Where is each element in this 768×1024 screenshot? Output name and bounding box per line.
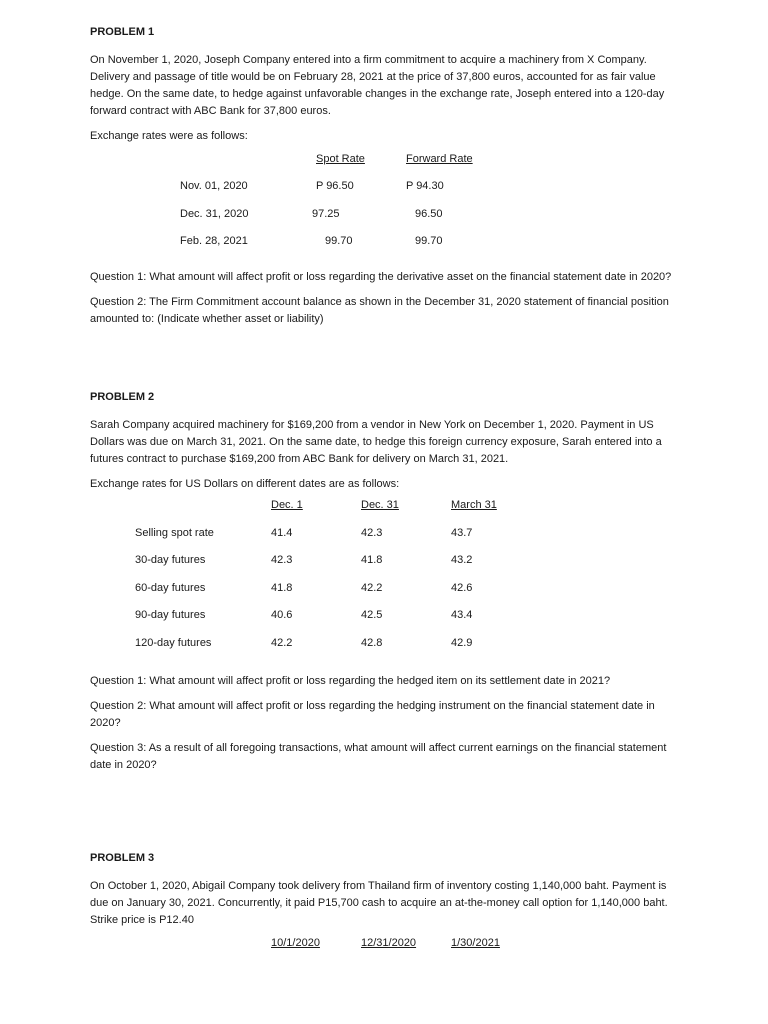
- problem-2-question-2: Question 2: What amount will affect profit or loss regarding the hedging instrument on the financial statement date in 2020?: [90, 700, 655, 729]
- cell-dec-31: 42.8: [361, 637, 383, 649]
- row-date: Dec. 31, 2020: [180, 208, 249, 220]
- cell-march-31: 42.6: [451, 582, 473, 594]
- problem-3-heading: PROBLEM 3: [90, 852, 155, 864]
- problem-2-rates-intro: Exchange rates for US Dollars on different dates are as follows:: [90, 478, 400, 490]
- table-row: [90, 609, 680, 629]
- problem-1-rates-table: [90, 153, 680, 263]
- problem-3: [90, 852, 680, 957]
- cell-dec-31: 42.2: [361, 582, 383, 594]
- cell-march-31: 43.4: [451, 609, 473, 621]
- table-row: [90, 527, 680, 547]
- column-header-march-31: March 31: [451, 499, 497, 511]
- row-label: 120-day futures: [135, 637, 212, 649]
- row-label: 60-day futures: [135, 582, 206, 594]
- column-header-1-30-2021: 1/30/2021: [451, 937, 500, 949]
- row-date: Nov. 01, 2020: [180, 180, 248, 192]
- column-header-dec-1: Dec. 1: [271, 499, 303, 511]
- spot-rate-value: P 96.50: [316, 180, 354, 192]
- problem-1-paragraph: On November 1, 2020, Joseph Company entered into a firm commitment to acquire a machinery from X Company. Delivery and passage of title would be on February 28, 2021 at the price of 37,800 euros, accounted for as fair value hedge. On the same date, to hedge against unfavorable changes in the exchange rate, Joseph entered into a 120-day forward contract with ABC Bank for 37,800 euros.: [90, 54, 665, 117]
- cell-march-31: 43.7: [451, 527, 473, 539]
- row-label: Selling spot rate: [135, 527, 214, 539]
- column-header-spot-rate: Spot Rate: [316, 153, 365, 165]
- row-label: 30-day futures: [135, 554, 206, 566]
- row-date: Feb. 28, 2021: [180, 235, 248, 247]
- spot-rate-value: 97.25: [312, 208, 340, 220]
- problem-1-question-2: Question 2: The Firm Commitment account balance as shown in the December 31, 2020 statement of financial position amounted to: (Indicate whether asset or liability): [90, 296, 669, 325]
- forward-rate-value: 99.70: [415, 235, 443, 247]
- problem-2-question-3: Question 3: As a result of all foregoing transactions, what amount will affect current earnings on the financial statement date in 2020?: [90, 742, 667, 771]
- problem-1-heading: PROBLEM 1: [90, 26, 155, 38]
- cell-dec-1: 42.2: [271, 637, 293, 649]
- problem-2-paragraph: Sarah Company acquired machinery for $169,200 from a vendor in New York on December 1, 2020. Payment in US Dollars was due on March 31, 2021. On the same date, to hedge this foreign currency exposure, Sarah entered into a futures contract to purchase $169,200 from ABC Bank for delivery on March 31, 2021.: [90, 419, 662, 465]
- table-row: [90, 582, 680, 602]
- problem-2-heading: PROBLEM 2: [90, 391, 155, 403]
- problem-1: [90, 26, 680, 328]
- column-header-dec-31: Dec. 31: [361, 499, 399, 511]
- problem-3-paragraph: On October 1, 2020, Abigail Company took delivery from Thailand firm of inventory costing 1,140,000 baht. Payment is due on January 30, 2021. Concurrently, it paid P15,700 cash to acquire an at-the-money call option for 1,140,000 baht. Strike price is P12.40: [90, 880, 668, 926]
- cell-march-31: 43.2: [451, 554, 473, 566]
- cell-dec-1: 41.4: [271, 527, 293, 539]
- table-row: [90, 235, 680, 255]
- cell-dec-31: 42.3: [361, 527, 383, 539]
- forward-rate-value: P 94.30: [406, 180, 444, 192]
- column-header-12-31-2020: 12/31/2020: [361, 937, 417, 949]
- table-row: [90, 554, 680, 574]
- table-row: [90, 208, 680, 228]
- table-row: [90, 637, 680, 657]
- spot-rate-value: 99.70: [325, 235, 353, 247]
- cell-march-31: 42.9: [451, 637, 473, 649]
- problem-1-question-1: Question 1: What amount will affect profit or loss regarding the derivative asset on the financial statement date in 2020?: [90, 271, 672, 283]
- document-page: [90, 26, 680, 957]
- cell-dec-1: 40.6: [271, 609, 293, 621]
- problem-3-rates-table: [90, 937, 680, 957]
- cell-dec-31: 42.5: [361, 609, 383, 621]
- problem-2-rates-table: [90, 499, 680, 673]
- problem-2: [90, 391, 680, 774]
- cell-dec-31: 41.8: [361, 554, 383, 566]
- forward-rate-value: 96.50: [415, 208, 443, 220]
- cell-dec-1: 41.8: [271, 582, 293, 594]
- problem-2-question-1: Question 1: What amount will affect profit or loss regarding the hedged item on its settlement date in 2021?: [90, 675, 611, 687]
- column-header-10-1-2020: 10/1/2020: [271, 937, 320, 949]
- row-label: 90-day futures: [135, 609, 206, 621]
- table-row: [90, 180, 680, 200]
- table-header-row: [90, 499, 680, 519]
- cell-dec-1: 42.3: [271, 554, 293, 566]
- problem-1-rates-intro: Exchange rates were as follows:: [90, 130, 248, 142]
- table-header-row: [90, 153, 680, 173]
- column-header-forward-rate: Forward Rate: [406, 153, 473, 165]
